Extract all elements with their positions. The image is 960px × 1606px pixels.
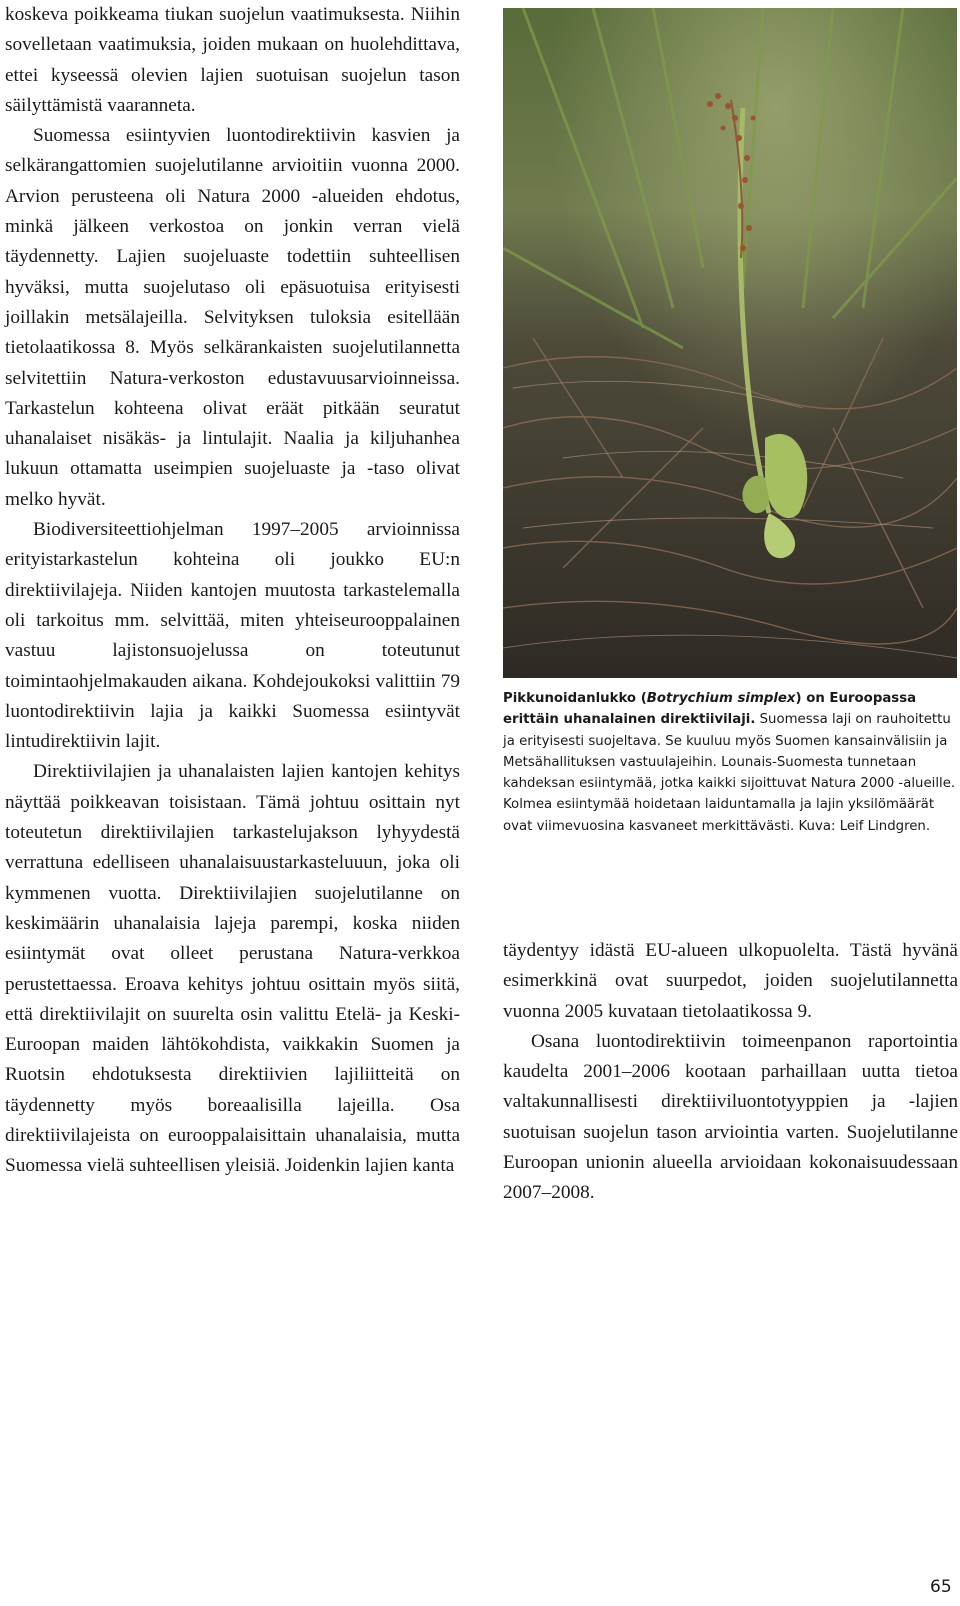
paragraph: Suomessa esiintyvien luontodirektiivin kasvien ja selkärangattomien suojelutilanne arvioitiin vuonna 2000. Arvion perusteena oli Natura 2000 -alueiden ehdotus, minkä jälkeen verkostoa on jonkin verran vielä täydennetty. Lajien suojeluaste todettiin suhteellisen hyväksi, mutta suojelutaso oli epäsuotuisa erityisesti joillakin metsälajeilla. Selvityksen tuloksia esitellään tietolaatikossa 8. Myös selkärankaisten suojelutilannetta selvitettiin Natura-verkoston edustavuusarvioinneissa. Tarkastelun kohteena olivat eräät pitkään seuratut uhanalaiset nisäkäs- ja lintulajit. Naalia ja kiljuhanhea lukuun ottamatta useimpien suojeluaste ja -taso olivat melko hyvät. <box>5 125 460 510</box>
paragraph: Osana luontodirektiivin toimeenpanon raportointia kaudelta 2001–2006 kootaan parhaillaan uutta tietoa valtakunnallisesti direktiiviluontotyyppien ja -lajien suotuisan suojelun tason arviointia varten. Suojelutilanne Euroopan unionin alueella arvioidaan kokonaisuudessaan 2007–2008. <box>503 1030 958 1204</box>
photo-illustration <box>503 8 957 678</box>
page-number: 65 <box>930 1577 952 1597</box>
caption-bold-lead: Pikkunoidanlukko ( <box>503 691 647 706</box>
paragraph: Direktiivilajien ja uhanalaisten lajien kantojen kehitys näyttää poikkeavan toisistaan. Tämä johtuu osittain nyt toteutetun direktiivilajien tarkastelujakson lyhyydestä verrattuna edelliseen uhanalaisuustarkasteluuun, joka oli kymmenen vuotta. Direktiivilajien suojelutilanne on keskimäärin uhanalaisia lajeja parempi, koska niiden esiintymät ovat olleet perustana Natura-verkkoa perustettaessa. Eroava kehitys johtuu osittain myös siitä, että direktiivilajit on suurelta osin valittu Etelä- ja Keski-Euroopan maiden lähtökohdista, vaikkakin Suomen ja Ruotsin ehdotuksesta direktiivien lajiliitteitä on täydennetty myös boreaalisilla lajeilla. Osa direktiivilajeista on eurooppalaisittain uhanalaisia, mutta Suomessa vielä suhteellisen yleisiä. Joidenkin lajien kanta <box>5 761 460 1177</box>
photo-caption <box>503 688 958 837</box>
caption-bold-tail: ) on Euroopassa erittäin uhanalainen direktiivilaji. <box>503 691 917 728</box>
caption-species-name: Botrychium simplex <box>646 691 796 706</box>
paragraph: koskeva poikkeama tiukan suojelun vaatimuksesta. Niihin sovelletaan vaatimuksia, joiden mukaan on huolehdittava, ettei kyseessä olevien lajien suotuisan suojelun tason säilyttämistä vaaranneta. <box>5 4 460 116</box>
left-text-column <box>5 0 460 1182</box>
right-text-column <box>503 936 958 1209</box>
moonwort-photo <box>503 8 957 678</box>
caption-body: Suomessa laji on rauhoitettu ja erityisesti suojeltava. Se kuuluu myös Suomen kansainvälisiin ja Metsähallituksen vastuulajeihin. Lounais-Suomesta tunnetaan kahdeksan esiintymää, jotka kaikki sijoittuvat Natura 2000 -alueille. Kolmea esiintymää hoidetaan laiduntamalla ja lajin yksilömäärät ovat viimevuosina kasvaneet merkittävästi. Kuva: Leif Lindgren. <box>503 712 956 834</box>
paragraph: täydentyy idästä EU-alueen ulkopuolelta. Tästä hyvänä esimerkkinä ovat suurpedot, joiden suojelutilannetta vuonna 2005 kuvataan tietolaatikossa 9. <box>503 940 958 1022</box>
paragraph: Biodiversiteettiohjelman 1997–2005 arvioinnissa erityistarkastelun kohteina oli joukko EU:n direktiivilajeja. Niiden kantojen muutosta tarkastelemalla oli tarkoitus mm. selvittää, miten yhteiseurooppalainen vastuu lajistonsuojelussa on toteutunut toimintaohjelmakauden aikana. Kohdejoukoksi valittiin 79 luontodirektiivin lajia ja kaikki Suomessa esiintyvät lintudirektiivin lajit. <box>5 519 460 753</box>
